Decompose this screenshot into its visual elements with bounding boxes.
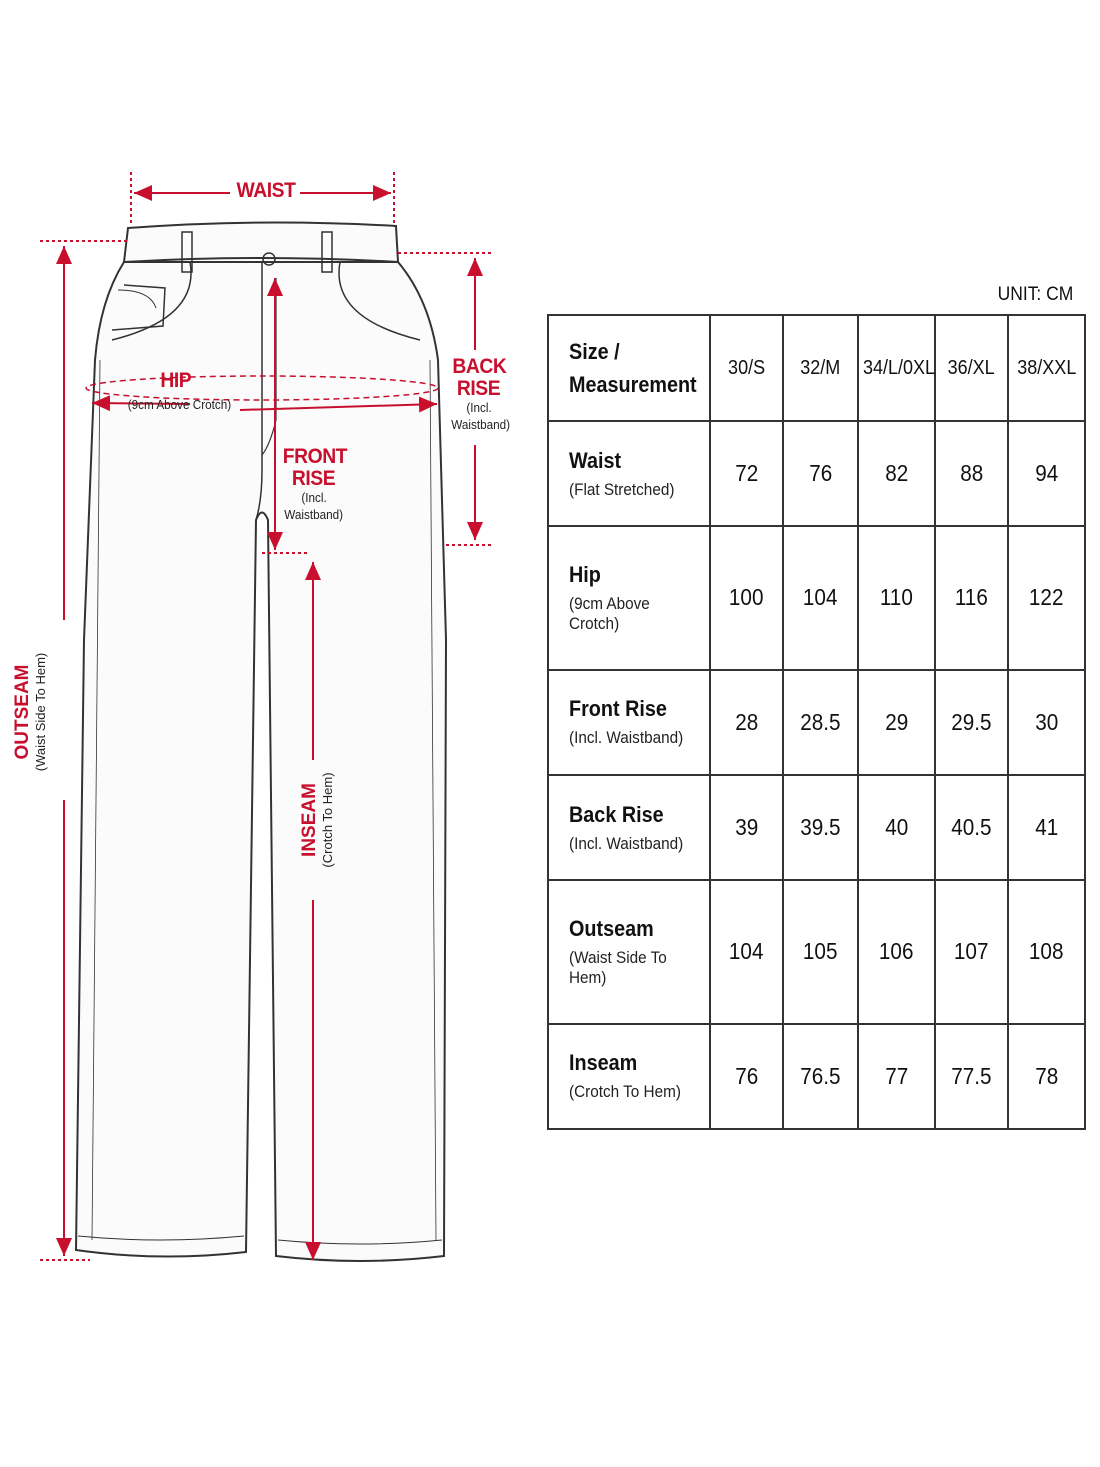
table-cell: 110 bbox=[858, 526, 935, 670]
table-cell: 28 bbox=[710, 670, 783, 775]
jeans-outline bbox=[76, 222, 446, 1261]
table-cell: 78 bbox=[1008, 1024, 1085, 1129]
table-cell: 104 bbox=[783, 526, 858, 670]
table-row bbox=[548, 775, 1085, 880]
table-cell: 88 bbox=[935, 421, 1008, 526]
table-cell: 29.5 bbox=[935, 670, 1008, 775]
table-cell: 41 bbox=[1008, 775, 1085, 880]
table-cell: 76 bbox=[710, 1024, 783, 1129]
table-row bbox=[548, 526, 1085, 670]
table-cell: 104 bbox=[710, 880, 783, 1024]
table-cell: 108 bbox=[1008, 880, 1085, 1024]
size-header: 34/L/0XL bbox=[858, 315, 935, 421]
size-table bbox=[547, 314, 1086, 1130]
table-cell: 76 bbox=[783, 421, 858, 526]
table-cell: 94 bbox=[1008, 421, 1085, 526]
waist-label: WAIST bbox=[236, 179, 296, 202]
row-header: Hip (9cm Above Crotch) bbox=[548, 526, 710, 670]
size-header: 36/XL bbox=[935, 315, 1008, 421]
table-cell: 30 bbox=[1008, 670, 1085, 775]
row-header: Inseam (Crotch To Hem) bbox=[548, 1024, 710, 1129]
table-cell: 100 bbox=[710, 526, 783, 670]
hip-sub-label: (9cm Above Crotch) bbox=[127, 397, 231, 412]
row-header: Back Rise (Incl. Waistband) bbox=[548, 775, 710, 880]
row-header: Waist (Flat Stretched) bbox=[548, 421, 710, 526]
table-cell: 122 bbox=[1008, 526, 1085, 670]
table-cell: 82 bbox=[858, 421, 935, 526]
table-row bbox=[548, 880, 1085, 1024]
unit-label: UNIT: CM bbox=[997, 284, 1073, 305]
table-cell: 39.5 bbox=[783, 775, 858, 880]
table-cell: 107 bbox=[935, 880, 1008, 1024]
back-rise-label: BACK RISE (Incl. Waistband) bbox=[451, 355, 511, 432]
table-cell: 116 bbox=[935, 526, 1008, 670]
table-cell: 39 bbox=[710, 775, 783, 880]
table-row bbox=[548, 421, 1085, 526]
size-header: 38/XXL bbox=[1008, 315, 1085, 421]
table-row bbox=[548, 1024, 1085, 1129]
table-cell: 77.5 bbox=[935, 1024, 1008, 1129]
table-cell: 40.5 bbox=[935, 775, 1008, 880]
table-row bbox=[548, 670, 1085, 775]
header-line1: Size / bbox=[569, 339, 620, 364]
row-header: Front Rise (Incl. Waistband) bbox=[548, 670, 710, 775]
table-cell: 77 bbox=[858, 1024, 935, 1129]
table-cell: 106 bbox=[858, 880, 935, 1024]
table-cell: 72 bbox=[710, 421, 783, 526]
table-header-row bbox=[548, 315, 1085, 421]
table-cell: 76.5 bbox=[783, 1024, 858, 1129]
table-cell: 29 bbox=[858, 670, 935, 775]
size-header: 32/M bbox=[783, 315, 858, 421]
size-header: 30/S bbox=[710, 315, 783, 421]
row-header: Outseam (Waist Side To Hem) bbox=[548, 880, 710, 1024]
inseam-label: INSEAM (Crotch To Hem) bbox=[299, 772, 335, 868]
table-cell: 28.5 bbox=[783, 670, 858, 775]
table-cell: 105 bbox=[783, 880, 858, 1024]
header-cell bbox=[548, 315, 710, 421]
outseam-label: OUTSEAM (Waist Side To Hem) bbox=[12, 652, 48, 772]
front-rise-label: FRONT RISE (Incl. Waistband) bbox=[282, 445, 348, 522]
table-cell: 40 bbox=[858, 775, 935, 880]
hip-label: HIP bbox=[160, 369, 192, 392]
header-line2: Measurement bbox=[569, 372, 697, 397]
